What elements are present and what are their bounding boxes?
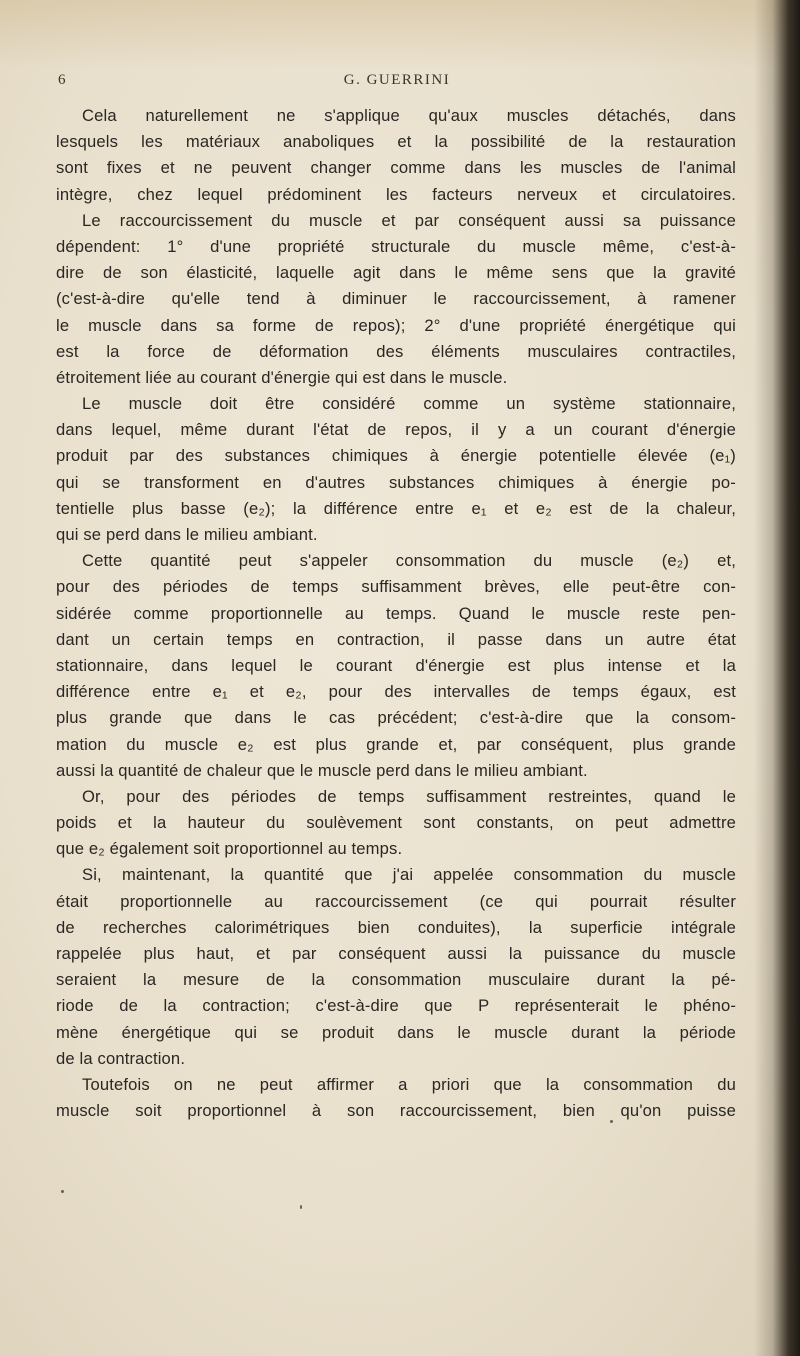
running-head: G. GUERRINI (343, 72, 451, 88)
text-line: qui se perd dans le milieu ambiant. (56, 525, 318, 544)
binding-edge-shadow (754, 0, 800, 1356)
text-line: aussi la quantité de chaleur que le muscle perd dans le milieu ambiant. (56, 760, 588, 780)
text-line: tentielle plus basse (e₂); la différence entre e₁ et e₂ est de la chaleur, (56, 498, 736, 518)
paper-speck (61, 1190, 64, 1193)
paper-stain (0, 0, 800, 70)
body-text (56, 103, 736, 1124)
text-line: stationnaire, dans lequel le courant d'énergie est plus intense et la (56, 655, 736, 675)
text-line: intègre, chez lequel prédominent les facteurs nerveux et circulatoires. (56, 184, 736, 204)
text-line: poids et la hauteur du soulèvement sont constants, on peut admettre (56, 813, 736, 833)
page-number: 6 (58, 72, 67, 88)
paper-speck (300, 1205, 302, 1209)
text-line: produit par des substances chimiques à énergie potentielle élevée (e₁) (56, 446, 736, 466)
text-line: Or, pour des périodes de temps suffisamment restreintes, quand le (82, 786, 736, 806)
text-line: plus grande que dans le cas précédent; c'est-à-dire que la consom- (56, 708, 736, 728)
paper-speck (610, 1120, 613, 1123)
text-line: le muscle dans sa forme de repos); 2° d'une propriété énergétique qui (56, 315, 736, 335)
text-line: lesquels les matériaux anaboliques et la possibilité de la restauration (56, 132, 736, 152)
text-line: muscle soit proportionnel à son raccourcissement, bien qu'on puisse (56, 1101, 736, 1121)
text-line: dans lequel, même durant l'état de repos, il y a un courant d'énergie (56, 420, 736, 440)
text-line: qui se transforment en d'autres substances chimiques à énergie po- (56, 472, 736, 492)
text-line: était proportionnelle au raccourcissement (ce qui pourrait résulter (56, 891, 736, 911)
text-line: de la contraction. (56, 1048, 186, 1068)
text-line: Cela naturellement ne s'applique qu'aux muscles détachés, dans (82, 106, 736, 125)
text-line: étroitement liée au courant d'énergie qui est dans le muscle. (56, 367, 508, 387)
text-line: pour des périodes de temps suffisamment brèves, elle peut-être con- (56, 577, 736, 597)
text-line: Si, maintenant, la quantité que j'ai appelée consommation du muscle (82, 865, 736, 885)
text-line: de recherches calorimétriques bien conduites), la superficie intégrale (56, 917, 736, 937)
text-line: Le raccourcissement du muscle et par conséquent aussi sa puissance (82, 210, 736, 230)
text-line: est la force de déformation des éléments musculaires contractiles, (56, 341, 736, 361)
text-line: Le muscle doit être considéré comme un système stationnaire, (82, 394, 736, 414)
text-line: sont fixes et ne peuvent changer comme dans les muscles de l'animal (56, 158, 736, 178)
text-line: mation du muscle e₂ est plus grande et, par conséquent, plus grande (56, 734, 736, 754)
page-header (58, 72, 736, 96)
text-line: seraient la mesure de la consommation musculaire durant la pé- (56, 970, 736, 990)
text-line: Cette quantité peut s'appeler consommation du muscle (e₂) et, (82, 551, 736, 571)
text-line: (c'est-à-dire qu'elle tend à diminuer le raccourcissement, à ramener (56, 289, 736, 309)
text-line: Toutefois on ne peut affirmer a priori que la consommation du (82, 1074, 736, 1094)
text-line: rappelée plus haut, et par conséquent aussi la puissance du muscle (56, 944, 736, 963)
text-line: dant un certain temps en contraction, il passe dans un autre état (56, 629, 736, 649)
text-line: sidérée comme proportionnelle au temps. Quand le muscle reste pen- (56, 603, 736, 623)
text-line: différence entre e₁ et e₂, pour des intervalles de temps égaux, est (56, 682, 736, 702)
text-line: mène énergétique qui se produit dans le muscle durant la période (56, 1022, 736, 1042)
text-line: que e₂ également soit proportionnel au temps. (56, 839, 403, 859)
text-line: dire de son élasticité, laquelle agit dans le même sens que la gravité (56, 263, 736, 283)
text-line: riode de la contraction; c'est-à-dire que P représenterait le phéno- (56, 996, 736, 1016)
text-line: dépendent: 1° d'une propriété structurale du muscle même, c'est-à- (56, 236, 736, 256)
